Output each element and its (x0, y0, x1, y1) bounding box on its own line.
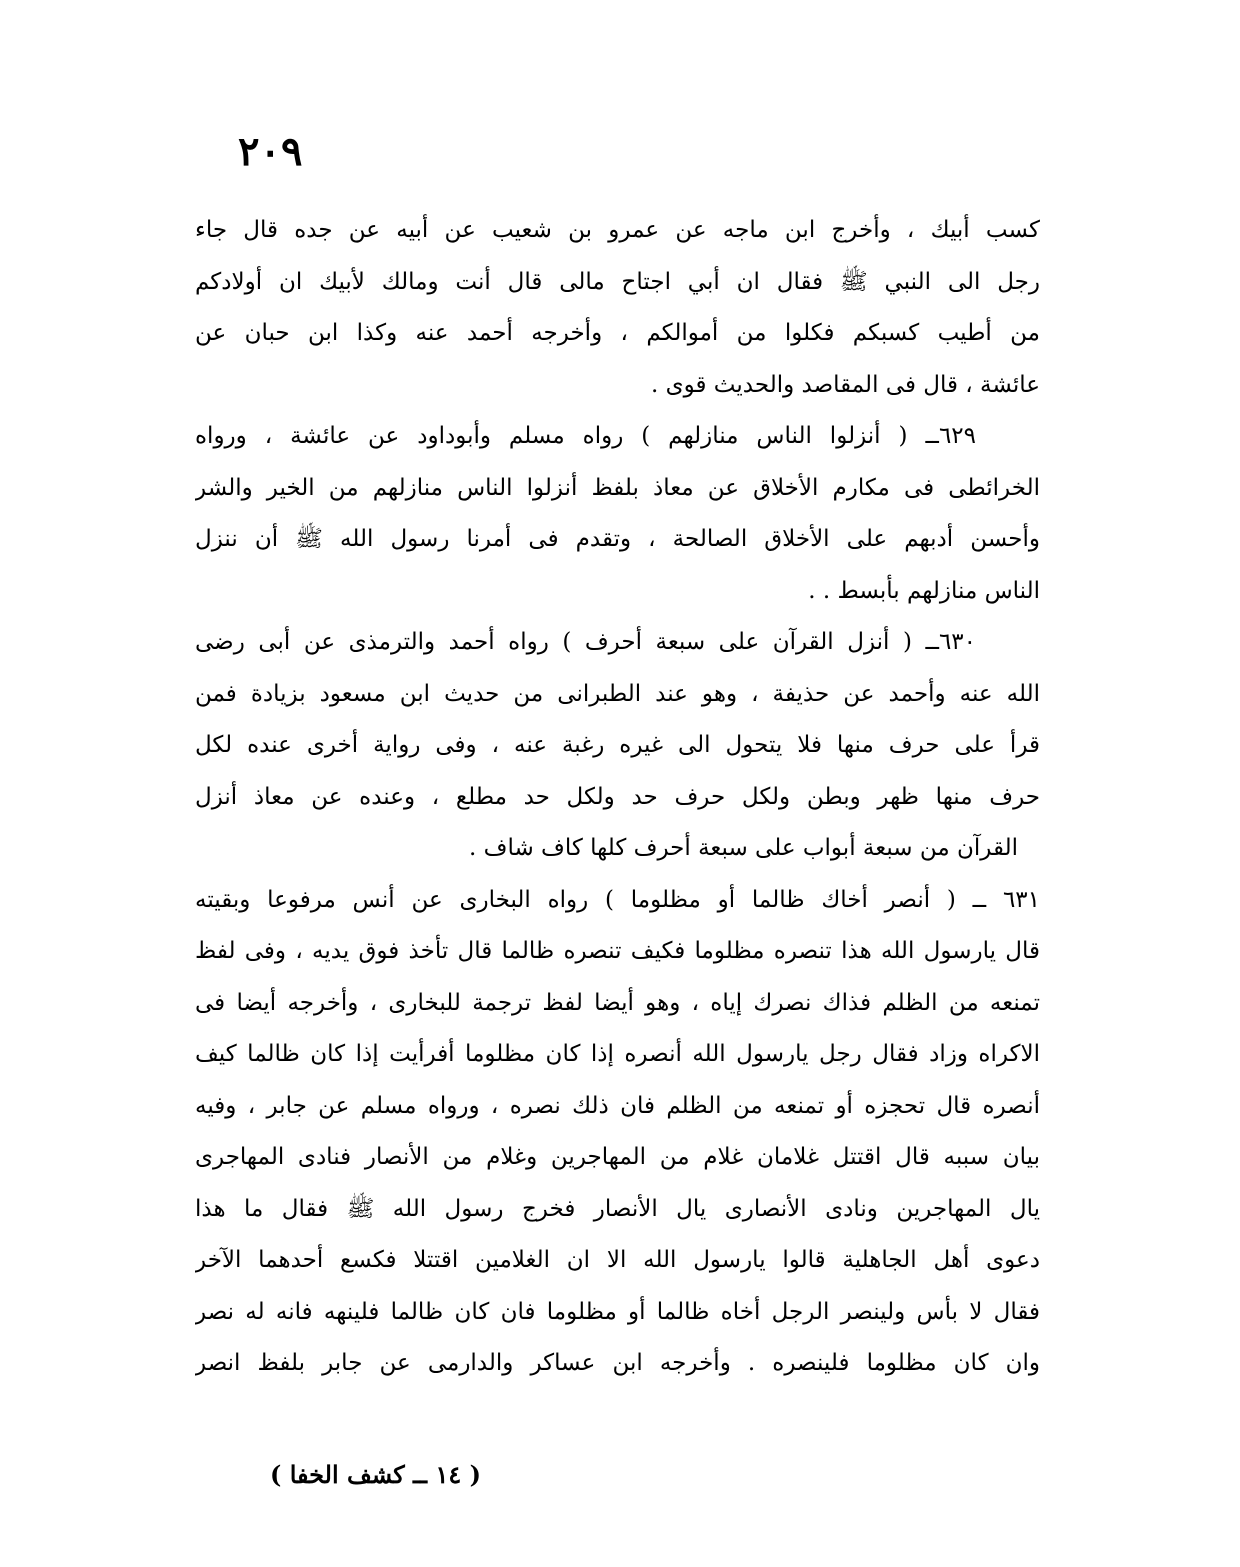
page-footer: ( ١٤ ــ كشف الخفا ) (270, 1460, 481, 1489)
body-text (195, 205, 1040, 1390)
text-line: قرأ على حرف منها فلا يتحول الى غيره رغبة عنه ، وفى رواية أخرى عنده لكل (195, 732, 1040, 758)
text-line: بيان سببه قال اقتتل غلامان غلام من المهاجرين وغلام من الأنصار فنادى المهاجرى (195, 1144, 1040, 1170)
text-line: رجل الى النبي ﷺ فقال ان أبي اجتاح مالى قال أنت ومالك لأبيك ان أولادكم (195, 268, 1040, 295)
text-line: حرف منها ظهر وبطن ولكل حرف حد ولكل حد مطلع ، وعنده عن معاذ أنزل (195, 783, 1040, 810)
entry-heading-630: ٦٣٠ــ ( أنزل القرآن على سبعة أحرف ) رواه أحمد والترمذى عن أبى رضى (195, 629, 976, 655)
text-line: وأحسن أدبهم على الأخلاق الصالحة ، وتقدم فى أمرنا رسول الله ﷺ أن ننزل (195, 526, 1040, 552)
text-line: الناس منازلهم بأبسط . . (808, 577, 1040, 604)
text-line: عائشة ، قال فى المقاصد والحديث قوى . (650, 371, 1040, 398)
text-line: دعوى أهل الجاهلية قالوا يارسول الله الا ان الغلامين اقتتلا فكسع أحدهما الآخر (195, 1247, 1040, 1273)
entry-heading-629: ٦٢٩ــ ( أنزلوا الناس منازلهم ) رواه مسلم وأبوداود عن عائشة ، ورواه (195, 423, 976, 449)
page-number: ٢٠٩ (238, 128, 303, 175)
text-line: قال يارسول الله هذا تنصره مظلوما فكيف تنصره ظالما قال تأخذ فوق يديه ، وفى لفظ (195, 938, 1040, 964)
text-line: أنصره قال تحجزه أو تمنعه من الظلم فان ذلك نصره ، ورواه مسلم عن جابر ، وفيه (195, 1092, 1040, 1119)
text-line: من أطيب كسبكم فكلوا من أموالكم ، وأخرجه أحمد عنه وكذا ابن حبان عن (195, 320, 1040, 346)
text-line: تمنعه من الظلم فذاك نصرك إياه ، وهو أيضا لفظ ترجمة للبخارى ، وأخرجه أيضا فى (195, 989, 1040, 1016)
text-line: الخرائطى فى مكارم الأخلاق عن معاذ بلفظ أنزلوا الناس منازلهم من الخير والشر (195, 474, 1040, 501)
text-line: الله عنه وأحمد عن حذيفة ، وهو عند الطبرانى من حديث ابن مسعود بزيادة فمن (195, 680, 1040, 707)
text-line: يال المهاجرين ونادى الأنصارى يال الأنصار فخرج رسول الله ﷺ فقال ما هذا (195, 1195, 1040, 1222)
text-line: الاكراه وزاد فقال رجل يارسول الله أنصره إذا كان مظلوما أفرأيت إذا كان ظالما كيف (195, 1041, 1040, 1067)
text-line: وان كان مظلوما فلينصره . وأخرجه ابن عساكر والدارمى عن جابر بلفظ انصر (195, 1350, 1040, 1376)
text-line: القرآن من سبعة أبواب على سبعة أحرف كلها كاف شاف . (469, 835, 1018, 861)
entry-heading-631: ٦٣١ ــ ( أنصر أخاك ظالما أو مظلوما ) رواه البخارى عن أنس مرفوعا وبقيته (195, 886, 1040, 913)
text-line: فقال لا بأس ولينصر الرجل أخاه ظالما أو مظلوما فان كان ظالما فلينهه فانه له نصر (195, 1298, 1040, 1325)
text-line: كسب أبيك ، وأخرج ابن ماجه عن عمرو بن شعيب عن أبيه عن جده قال جاء (195, 217, 1040, 243)
